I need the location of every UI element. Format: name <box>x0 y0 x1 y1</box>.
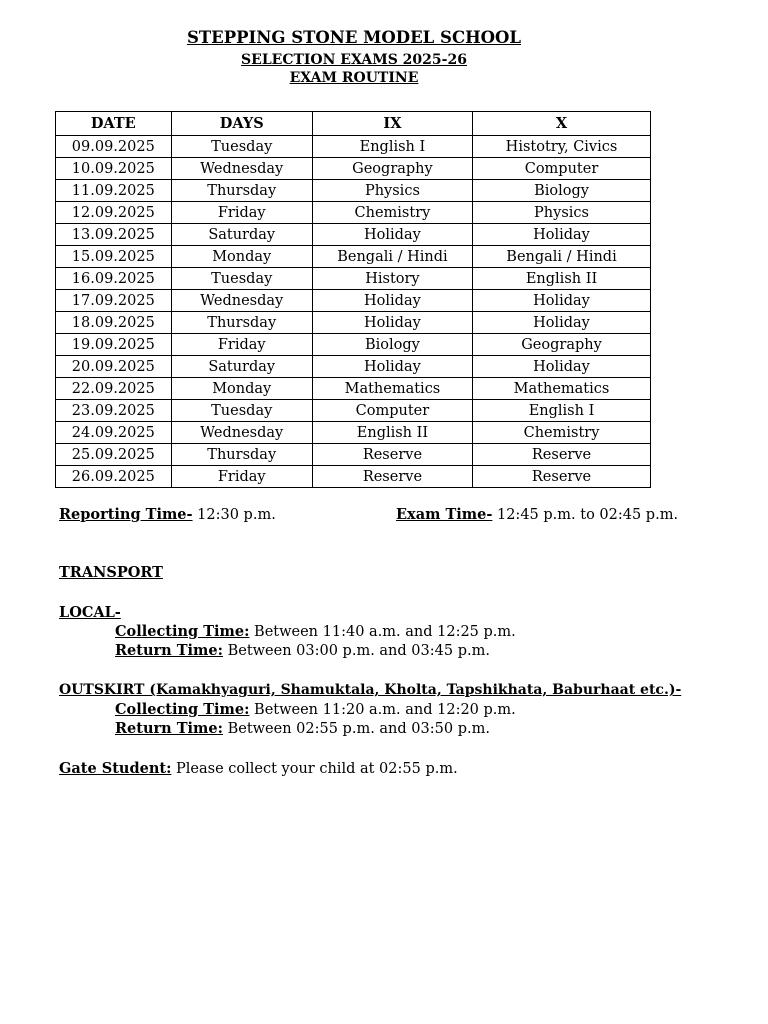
day-cell: Thursday <box>171 444 312 466</box>
table-row <box>56 268 651 290</box>
outskirt-collecting-time <box>115 701 516 718</box>
day-cell: Tuesday <box>171 136 312 158</box>
day-cell: Thursday <box>171 312 312 334</box>
exam-title: SELECTION EXAMS 2025-26 <box>241 52 467 68</box>
class-x-subject-cell: Geography <box>473 334 651 356</box>
exam-time-label: Exam Time- <box>396 506 493 523</box>
local-collecting-label: Collecting Time: <box>115 623 250 640</box>
date-cell: 24.09.2025 <box>56 422 172 444</box>
class-x-subject-cell: Holiday <box>473 312 651 334</box>
exam-routine-table <box>55 111 651 488</box>
column-header-x: X <box>473 112 651 136</box>
class-x-subject-cell: English II <box>473 268 651 290</box>
class-x-subject-cell: Reserve <box>473 466 651 488</box>
local-return-value: Between 03:00 p.m. and 03:45 p.m. <box>222 643 490 659</box>
day-cell: Wednesday <box>171 290 312 312</box>
class-x-subject-cell: Histotry, Civics <box>473 136 651 158</box>
date-cell: 18.09.2025 <box>56 312 172 334</box>
table-row <box>56 158 651 180</box>
table-row <box>56 444 651 466</box>
date-cell: 09.09.2025 <box>56 136 172 158</box>
table-row <box>56 422 651 444</box>
table-header-row <box>56 112 651 136</box>
table-body <box>56 136 651 488</box>
table-row <box>56 356 651 378</box>
class-x-subject-cell: Biology <box>473 180 651 202</box>
class-ix-subject-cell: English II <box>312 422 472 444</box>
table-row <box>56 334 651 356</box>
date-cell: 13.09.2025 <box>56 224 172 246</box>
day-cell: Friday <box>171 466 312 488</box>
reporting-time-value: 12:30 p.m. <box>192 507 276 523</box>
exam-time-value: 12:45 p.m. to 02:45 p.m. <box>492 507 679 523</box>
date-cell: 16.09.2025 <box>56 268 172 290</box>
date-cell: 22.09.2025 <box>56 378 172 400</box>
date-cell: 26.09.2025 <box>56 466 172 488</box>
day-cell: Tuesday <box>171 268 312 290</box>
class-ix-subject-cell: Reserve <box>312 466 472 488</box>
class-x-subject-cell: Chemistry <box>473 422 651 444</box>
outskirt-return-value: Between 02:55 p.m. and 03:50 p.m. <box>222 721 490 737</box>
outskirt-title: OUTSKIRT (Kamakhyaguri, Shamuktala, Kholta, Tapshikhata, Baburhaat etc.)- <box>59 682 682 698</box>
column-header-ix: IX <box>312 112 472 136</box>
outskirt-collecting-value: Between 11:20 a.m. and 12:20 p.m. <box>249 702 516 718</box>
table-row <box>56 180 651 202</box>
date-cell: 20.09.2025 <box>56 356 172 378</box>
table-row <box>56 400 651 422</box>
table-row <box>56 290 651 312</box>
class-ix-subject-cell: Physics <box>312 180 472 202</box>
school-title: STEPPING STONE MODEL SCHOOL <box>186 28 522 47</box>
local-return-time <box>115 642 490 659</box>
date-cell: 10.09.2025 <box>56 158 172 180</box>
table-row <box>56 246 651 268</box>
class-ix-subject-cell: History <box>312 268 472 290</box>
class-x-subject-cell: Computer <box>473 158 651 180</box>
reporting-time <box>59 506 276 523</box>
day-cell: Wednesday <box>171 422 312 444</box>
reporting-time-label: Reporting Time- <box>59 506 193 523</box>
class-ix-subject-cell: Holiday <box>312 224 472 246</box>
class-x-subject-cell: Holiday <box>473 224 651 246</box>
date-cell: 17.09.2025 <box>56 290 172 312</box>
date-cell: 19.09.2025 <box>56 334 172 356</box>
class-x-subject-cell: Holiday <box>473 290 651 312</box>
class-x-subject-cell: Physics <box>473 202 651 224</box>
day-cell: Friday <box>171 202 312 224</box>
class-x-subject-cell: Bengali / Hindi <box>473 246 651 268</box>
day-cell: Monday <box>171 378 312 400</box>
table-row <box>56 136 651 158</box>
class-ix-subject-cell: Geography <box>312 158 472 180</box>
exam-time <box>396 506 678 523</box>
gate-student-value: Please collect your child at 02:55 p.m. <box>171 761 458 777</box>
local-title: LOCAL- <box>59 604 121 621</box>
column-header-date: DATE <box>56 112 172 136</box>
date-cell: 12.09.2025 <box>56 202 172 224</box>
class-ix-subject-cell: Reserve <box>312 444 472 466</box>
class-x-subject-cell: Mathematics <box>473 378 651 400</box>
table-row <box>56 466 651 488</box>
outskirt-return-time <box>115 720 490 737</box>
gate-student-label: Gate Student: <box>59 760 172 777</box>
outskirt-return-label: Return Time: <box>115 720 223 737</box>
day-cell: Friday <box>171 334 312 356</box>
day-cell: Saturday <box>171 224 312 246</box>
local-return-label: Return Time: <box>115 642 223 659</box>
class-ix-subject-cell: Holiday <box>312 290 472 312</box>
class-ix-subject-cell: Holiday <box>312 312 472 334</box>
class-ix-subject-cell: English I <box>312 136 472 158</box>
local-collecting-time <box>115 623 516 640</box>
table-row <box>56 312 651 334</box>
class-x-subject-cell: Holiday <box>473 356 651 378</box>
class-ix-subject-cell: Holiday <box>312 356 472 378</box>
class-ix-subject-cell: Mathematics <box>312 378 472 400</box>
day-cell: Tuesday <box>171 400 312 422</box>
class-ix-subject-cell: Biology <box>312 334 472 356</box>
class-ix-subject-cell: Computer <box>312 400 472 422</box>
day-cell: Saturday <box>171 356 312 378</box>
outskirt-collecting-label: Collecting Time: <box>115 701 250 718</box>
day-cell: Thursday <box>171 180 312 202</box>
date-cell: 23.09.2025 <box>56 400 172 422</box>
date-cell: 15.09.2025 <box>56 246 172 268</box>
class-ix-subject-cell: Bengali / Hindi <box>312 246 472 268</box>
table-row <box>56 224 651 246</box>
date-cell: 11.09.2025 <box>56 180 172 202</box>
date-cell: 25.09.2025 <box>56 444 172 466</box>
class-x-subject-cell: English I <box>473 400 651 422</box>
transport-title: TRANSPORT <box>59 564 163 581</box>
table-row <box>56 378 651 400</box>
day-cell: Monday <box>171 246 312 268</box>
table-row <box>56 202 651 224</box>
class-ix-subject-cell: Chemistry <box>312 202 472 224</box>
routine-title: EXAM ROUTINE <box>289 70 419 86</box>
column-header-days: DAYS <box>171 112 312 136</box>
class-x-subject-cell: Reserve <box>473 444 651 466</box>
gate-student-note <box>59 760 458 777</box>
local-collecting-value: Between 11:40 a.m. and 12:25 p.m. <box>249 624 516 640</box>
day-cell: Wednesday <box>171 158 312 180</box>
